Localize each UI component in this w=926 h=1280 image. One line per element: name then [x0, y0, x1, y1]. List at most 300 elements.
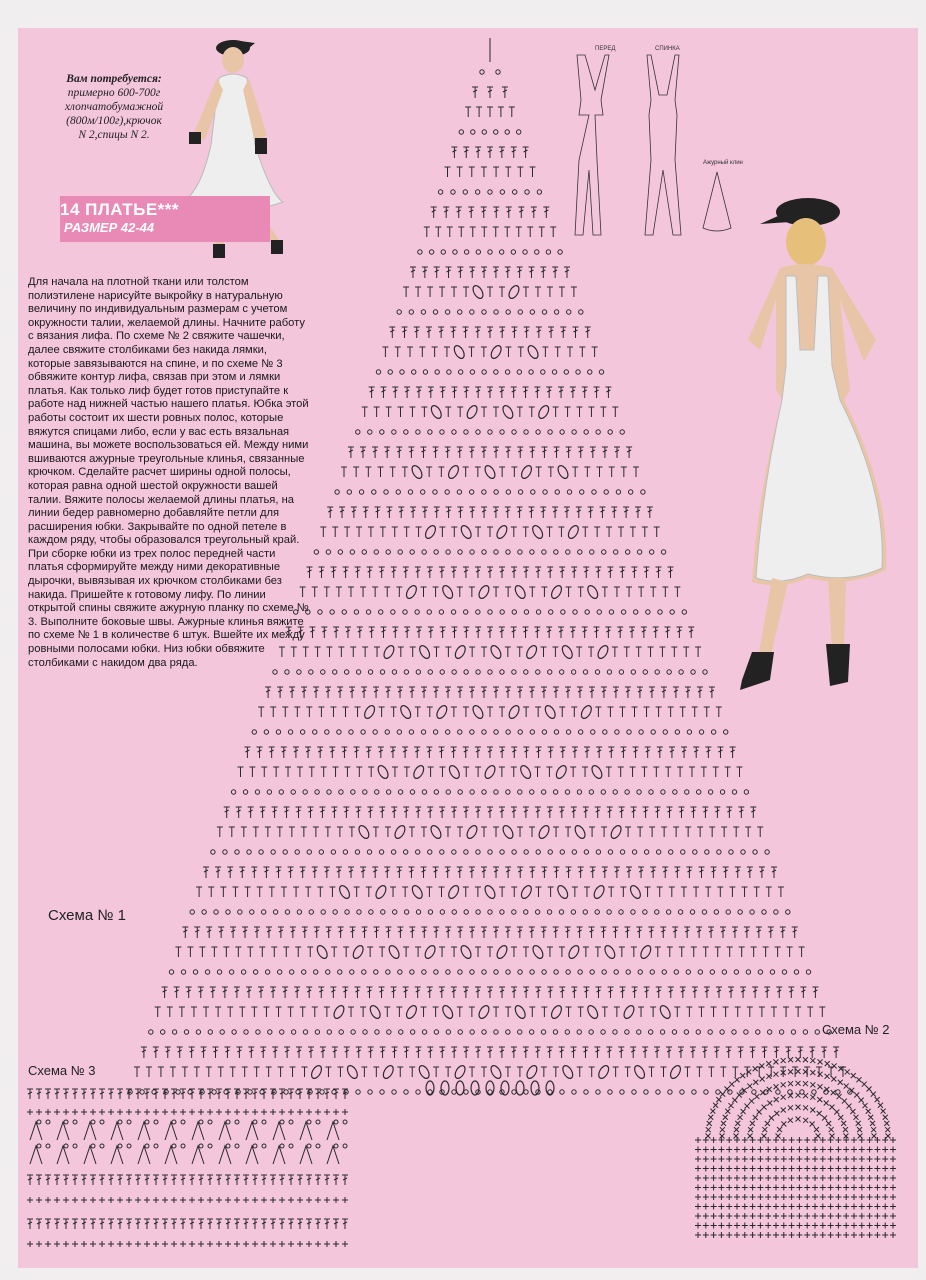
chain-stitch-symbol	[181, 1120, 185, 1124]
sc-stitch-symbol	[757, 1194, 763, 1200]
treble-stitch-symbol	[601, 927, 607, 938]
chain-stitch-symbol	[226, 1120, 230, 1124]
sc-stitch-symbol	[762, 1105, 767, 1110]
treble-stitch-symbol	[391, 987, 397, 998]
sc-stitch-symbol	[774, 1097, 779, 1102]
dc-stitch-symbol	[329, 887, 335, 897]
chain-stitch-symbol	[494, 310, 498, 314]
chain-stitch-symbol	[554, 550, 558, 554]
dc-stitch-symbol	[727, 947, 733, 957]
dc-stitch-symbol	[602, 1007, 608, 1017]
treble-stitch-symbol	[90, 1219, 96, 1229]
chain-stitch-symbol	[244, 1030, 248, 1034]
treble-stitch-symbol	[505, 687, 511, 698]
leaf-cluster-symbol	[435, 704, 449, 720]
treble-stitch-symbol	[534, 387, 540, 398]
chain-stitch-symbol	[429, 250, 433, 254]
dc-stitch-symbol	[509, 107, 515, 117]
chain-stitch-symbol	[506, 490, 510, 494]
treble-stitch-symbol	[135, 1089, 141, 1099]
chain-stitch-symbol	[307, 850, 311, 854]
treble-stitch-symbol	[812, 987, 818, 998]
treble-stitch-symbol	[548, 327, 554, 338]
chain-stitch-symbol	[549, 610, 553, 614]
sc-stitch-symbol	[695, 1223, 701, 1229]
chain-stitch-symbol	[464, 610, 468, 614]
sc-stitch-symbol	[788, 1057, 793, 1062]
treble-stitch-symbol	[499, 387, 505, 398]
chain-stitch-symbol	[596, 430, 600, 434]
sc-stitch-symbol	[835, 1137, 841, 1143]
chain-stitch-symbol	[291, 1030, 295, 1034]
dc-stitch-symbol	[419, 347, 425, 357]
treble-stitch-symbol	[90, 1089, 96, 1099]
treble-stitch-symbol	[278, 927, 284, 938]
treble-stitch-symbol	[446, 507, 452, 518]
chain-stitch-symbol	[714, 910, 718, 914]
chain-stitch-symbol	[262, 1144, 266, 1148]
chain-stitch-symbol	[421, 490, 425, 494]
treble-stitch-symbol	[288, 1089, 294, 1099]
sc-stitch-symbol	[804, 1204, 810, 1210]
treble-stitch-symbol	[171, 1175, 177, 1185]
treble-stitch-symbol	[546, 627, 552, 638]
treble-stitch-symbol	[286, 627, 292, 638]
sc-stitch-symbol	[828, 1213, 834, 1219]
leaf-cluster-symbol	[453, 644, 467, 660]
treble-stitch-symbol	[657, 747, 663, 758]
sc-stitch-symbol	[803, 1118, 808, 1123]
sc-stitch-symbol	[90, 1197, 96, 1203]
chain-stitch-symbol	[765, 850, 769, 854]
sc-stitch-symbol	[748, 1127, 753, 1132]
sc-stitch-symbol	[867, 1232, 873, 1238]
treble-stitch-symbol	[225, 1175, 231, 1185]
sc-stitch-symbol	[804, 1194, 810, 1200]
sc-stitch-symbol	[742, 1223, 748, 1229]
chain-stitch-symbol	[337, 730, 341, 734]
sc-stitch-symbol	[803, 1057, 808, 1062]
sc-stitch-symbol	[742, 1137, 748, 1143]
dc-stitch-symbol	[655, 947, 661, 957]
chain-stitch-symbol	[433, 310, 437, 314]
treble-stitch-symbol	[612, 927, 618, 938]
treble-stitch-symbol	[771, 867, 777, 878]
sc-stitch-symbol	[767, 1087, 772, 1092]
treble-stitch-symbol	[450, 327, 456, 338]
materials-line: примерно 600-700г	[67, 87, 161, 99]
treble-stitch-symbol	[582, 1047, 588, 1058]
chain-stitch-symbol	[428, 670, 432, 674]
dc-stitch-symbol	[689, 767, 695, 777]
chain-stitch-symbol	[512, 910, 516, 914]
treble-stitch-symbol	[342, 1175, 348, 1185]
chain-stitch-symbol	[458, 370, 462, 374]
sc-stitch-symbol	[874, 1147, 880, 1153]
chain-stitch-symbol	[416, 850, 420, 854]
chain-stitch-symbol	[470, 790, 474, 794]
fan-stitch-symbol	[300, 1146, 312, 1164]
treble-stitch-symbol	[409, 687, 415, 698]
treble-stitch-symbol	[210, 987, 216, 998]
chain-stitch-symbol	[613, 790, 617, 794]
dc-stitch-symbol	[511, 947, 517, 957]
chain-stitch-symbol	[446, 970, 450, 974]
sc-stitch-symbol	[843, 1156, 849, 1162]
sc-stitch-symbol	[153, 1241, 159, 1247]
dc-stitch-symbol	[366, 887, 372, 897]
sc-stitch-symbol	[162, 1241, 168, 1247]
chain-stitch-symbol	[518, 550, 522, 554]
chain-stitch-symbol	[517, 370, 521, 374]
chain-stitch-symbol	[753, 850, 757, 854]
chain-stitch-symbol	[646, 610, 650, 614]
chain-stitch-symbol	[607, 670, 611, 674]
treble-stitch-symbol	[619, 567, 625, 578]
dc-stitch-symbol	[535, 287, 541, 297]
treble-stitch-symbol	[511, 627, 517, 638]
chain-stitch-symbol	[482, 370, 486, 374]
treble-stitch-symbol	[366, 987, 372, 998]
dc-stitch-symbol	[481, 407, 487, 417]
chain-stitch-symbol	[596, 1090, 600, 1094]
dc-stitch-symbol	[402, 467, 408, 477]
chain-stitch-symbol	[452, 910, 456, 914]
sc-stitch-symbol	[803, 1081, 808, 1086]
sc-stitch-symbol	[843, 1127, 848, 1132]
chain-stitch-symbol	[327, 790, 331, 794]
dc-stitch-symbol	[733, 827, 739, 837]
sc-stitch-symbol	[828, 1223, 834, 1229]
chain-stitch-symbol	[388, 370, 392, 374]
dc-stitch-symbol	[278, 1067, 284, 1077]
chain-stitch-symbol	[289, 1120, 293, 1124]
treble-stitch-symbol	[415, 1047, 421, 1058]
sc-stitch-symbol	[306, 1197, 312, 1203]
treble-stitch-symbol	[505, 927, 511, 938]
dc-stitch-symbol	[541, 647, 547, 657]
treble-stitch-symbol	[363, 507, 369, 518]
dc-stitch-symbol	[458, 227, 464, 237]
treble-stitch-symbol	[144, 1175, 150, 1185]
sc-stitch-symbol	[781, 1213, 787, 1219]
chain-stitch-symbol	[720, 1030, 724, 1034]
dc-stitch-symbol	[558, 527, 564, 537]
treble-stitch-symbol	[635, 507, 641, 518]
dc-stitch-symbol	[487, 707, 493, 717]
treble-stitch-symbol	[198, 987, 204, 998]
sc-stitch-symbol	[826, 1121, 831, 1126]
chain-stitch-symbol	[349, 730, 353, 734]
sc-stitch-symbol	[732, 1098, 737, 1103]
chain-stitch-symbol	[567, 490, 571, 494]
treble-stitch-symbol	[360, 867, 366, 878]
treble-stitch-symbol	[126, 1089, 132, 1099]
sc-stitch-symbol	[297, 1109, 303, 1115]
sc-stitch-symbol	[829, 1105, 834, 1110]
chain-stitch-symbol	[696, 1030, 700, 1034]
leaf-cluster-symbol	[447, 884, 461, 900]
treble-stitch-symbol	[445, 867, 451, 878]
dc-stitch-symbol	[380, 527, 386, 537]
chain-stitch-symbol	[302, 970, 306, 974]
chain-stitch-symbol	[488, 850, 492, 854]
treble-stitch-symbol	[481, 687, 487, 698]
treble-stitch-symbol	[431, 207, 437, 218]
treble-stitch-symbol	[216, 1219, 222, 1229]
treble-stitch-symbol	[224, 1047, 230, 1058]
dc-stitch-symbol	[288, 1007, 294, 1017]
treble-stitch-symbol	[325, 687, 331, 698]
chain-stitch-symbol	[513, 190, 517, 194]
leaf-cluster-symbol	[393, 824, 407, 840]
dc-stitch-symbol	[654, 527, 660, 537]
sc-stitch-symbol	[757, 1223, 763, 1229]
sc-stitch-symbol	[843, 1175, 849, 1181]
chain-stitch-symbol	[356, 430, 360, 434]
chain-stitch-symbol	[368, 1090, 372, 1094]
sc-stitch-symbol	[804, 1166, 810, 1172]
leaf-cluster-symbol	[507, 704, 521, 720]
dc-stitch-symbol	[669, 887, 675, 897]
treble-stitch-symbol	[714, 807, 720, 818]
sc-stitch-symbol	[886, 1134, 891, 1139]
treble-stitch-symbol	[378, 747, 384, 758]
treble-stitch-symbol	[446, 267, 452, 278]
dc-stitch-symbol	[397, 1067, 403, 1077]
dc-stitch-symbol	[695, 647, 701, 657]
chain-stitch-symbol	[398, 970, 402, 974]
treble-stitch-symbol	[764, 987, 770, 998]
sc-stitch-symbol	[766, 1061, 771, 1066]
sc-stitch-symbol	[711, 1147, 717, 1153]
chain-stitch-symbol	[37, 1144, 41, 1148]
treble-stitch-symbol	[422, 507, 428, 518]
chain-stitch-symbol	[314, 970, 318, 974]
treble-stitch-symbol	[108, 1089, 114, 1099]
leaf-cluster-symbol	[345, 1064, 359, 1080]
sc-stitch-symbol	[781, 1175, 787, 1181]
chain-stitch-symbol	[577, 790, 581, 794]
sc-stitch-symbol	[796, 1213, 802, 1219]
dc-stitch-symbol	[469, 347, 475, 357]
sc-stitch-symbol	[789, 1204, 795, 1210]
treble-stitch-symbol	[203, 867, 209, 878]
dc-stitch-symbol	[289, 827, 295, 837]
dc-stitch-symbol	[763, 947, 769, 957]
dc-stitch-symbol	[704, 707, 710, 717]
treble-stitch-symbol	[331, 807, 337, 818]
sc-stitch-symbol	[781, 1166, 787, 1172]
dc-stitch-symbol	[155, 1007, 161, 1017]
treble-stitch-symbol	[369, 627, 375, 638]
sc-stitch-symbol	[742, 1088, 747, 1093]
treble-stitch-symbol	[243, 1175, 249, 1185]
chain-stitch-symbol	[530, 310, 534, 314]
dc-stitch-symbol	[475, 947, 481, 957]
chain-stitch-symbol	[100, 1144, 104, 1148]
chain-stitch-symbol	[543, 490, 547, 494]
sc-stitch-symbol	[851, 1185, 857, 1191]
treble-stitch-symbol	[523, 807, 529, 818]
leaf-cluster-symbol	[596, 644, 610, 660]
dc-stitch-symbol	[550, 227, 556, 237]
chain-stitch-symbol	[614, 970, 618, 974]
leaf-cluster-symbol	[507, 284, 521, 300]
treble-stitch-symbol	[547, 807, 553, 818]
dc-stitch-symbol	[167, 1007, 173, 1017]
dc-stitch-symbol	[498, 107, 504, 117]
treble-stitch-symbol	[642, 1047, 648, 1058]
chain-stitch-symbol	[418, 250, 422, 254]
leaf-cluster-symbol	[363, 704, 377, 720]
chain-stitch-symbol	[334, 1144, 338, 1148]
chain-stitch-symbol	[649, 790, 653, 794]
treble-stitch-symbol	[623, 507, 629, 518]
dc-stitch-symbol	[584, 887, 590, 897]
dc-stitch-symbol	[341, 467, 347, 477]
dc-stitch-symbol	[517, 827, 523, 837]
dc-stitch-symbol	[511, 767, 517, 777]
treble-stitch-symbol	[317, 747, 323, 758]
treble-stitch-symbol	[36, 1089, 42, 1099]
sc-stitch-symbol	[804, 1175, 810, 1181]
treble-stitch-symbol	[650, 867, 656, 878]
chain-stitch-symbol	[416, 670, 420, 674]
sc-stitch-symbol	[789, 1223, 795, 1229]
sc-stitch-symbol	[703, 1147, 709, 1153]
treble-stitch-symbol	[589, 687, 595, 698]
treble-stitch-symbol	[349, 687, 355, 698]
dc-stitch-symbol	[374, 407, 380, 417]
sc-stitch-symbol	[707, 1121, 712, 1126]
treble-stitch-symbol	[314, 927, 320, 938]
sc-stitch-symbol	[874, 1213, 880, 1219]
chain-stitch-symbol	[512, 850, 516, 854]
sc-stitch-symbol	[796, 1117, 801, 1122]
sc-stitch-symbol	[849, 1088, 854, 1093]
treble-stitch-symbol	[252, 1089, 258, 1099]
leaf-cluster-symbol	[410, 884, 424, 900]
treble-stitch-symbol	[493, 867, 499, 878]
chain-stitch-symbol	[555, 490, 559, 494]
leaf-cluster-symbol	[412, 764, 426, 780]
sc-stitch-symbol	[851, 1166, 857, 1172]
treble-stitch-symbol	[201, 1047, 207, 1058]
chain-stitch-symbol	[767, 1030, 771, 1034]
chain-stitch-symbol	[469, 490, 473, 494]
treble-stitch-symbol	[207, 1089, 213, 1099]
dc-stitch-symbol	[302, 1067, 308, 1077]
dc-stitch-symbol	[618, 767, 624, 777]
chain-stitch-symbol	[229, 970, 233, 974]
treble-stitch-symbol	[661, 687, 667, 698]
dc-stitch-symbol	[315, 647, 321, 657]
chain-stitch-symbol	[451, 190, 455, 194]
chain-stitch-symbol	[202, 910, 206, 914]
treble-stitch-symbol	[457, 927, 463, 938]
treble-stitch-symbol	[415, 567, 421, 578]
chain-stitch-symbol	[672, 1030, 676, 1034]
dc-stitch-symbol	[595, 707, 601, 717]
chain-stitch-symbol	[583, 910, 587, 914]
dc-stitch-symbol	[725, 767, 731, 777]
chain-stitch-symbol	[620, 1090, 624, 1094]
chain-stitch-symbol	[428, 910, 432, 914]
chain-stitch-symbol	[73, 1120, 77, 1124]
chain-stitch-symbol	[347, 490, 351, 494]
chain-stitch-symbol	[363, 790, 367, 794]
treble-stitch-symbol	[189, 1089, 195, 1099]
chain-stitch-symbol	[363, 1030, 367, 1034]
chain-stitch-symbol	[590, 550, 594, 554]
treble-stitch-symbol	[541, 447, 547, 458]
treble-stitch-symbol	[571, 807, 577, 818]
chain-stitch-symbol	[464, 250, 468, 254]
sc-stitch-symbol	[243, 1109, 249, 1115]
sc-stitch-symbol	[135, 1197, 141, 1203]
treble-stitch-symbol	[420, 447, 426, 458]
dc-stitch-symbol	[548, 887, 554, 897]
treble-stitch-symbol	[469, 867, 475, 878]
dc-stitch-symbol	[518, 347, 524, 357]
chain-stitch-symbol	[458, 790, 462, 794]
dc-stitch-symbol	[445, 1067, 451, 1077]
chain-stitch-symbol	[641, 490, 645, 494]
chain-stitch-symbol	[480, 70, 484, 74]
sc-stitch-symbol	[207, 1241, 213, 1247]
chain-stitch-symbol	[464, 1090, 468, 1094]
dc-stitch-symbol	[196, 887, 202, 897]
chain-stitch-symbol	[416, 430, 420, 434]
treble-stitch-symbol	[324, 1089, 330, 1099]
treble-stitch-symbol	[641, 627, 647, 638]
treble-stitch-symbol	[260, 1047, 266, 1058]
sc-stitch-symbol	[742, 1232, 748, 1238]
dc-stitch-symbol	[385, 827, 391, 837]
sc-stitch-symbol	[734, 1213, 740, 1219]
chain-stitch-symbol	[494, 370, 498, 374]
chain-stitch-symbol	[620, 430, 624, 434]
dc-stitch-symbol	[505, 587, 511, 597]
dc-stitch-symbol	[589, 827, 595, 837]
treble-stitch-symbol	[360, 447, 366, 458]
sc-stitch-symbol	[726, 1194, 732, 1200]
dc-stitch-symbol	[739, 947, 745, 957]
dc-stitch-symbol	[516, 227, 522, 237]
leaf-cluster-symbol	[639, 944, 653, 960]
treble-stitch-symbol	[487, 387, 493, 398]
sc-stitch-symbol	[867, 1204, 873, 1210]
chain-stitch-symbol	[564, 370, 568, 374]
treble-stitch-symbol	[392, 627, 398, 638]
sc-stitch-symbol	[851, 1213, 857, 1219]
treble-stitch-symbol	[386, 507, 392, 518]
treble-stitch-symbol	[207, 1219, 213, 1229]
treble-stitch-symbol	[306, 1089, 312, 1099]
dc-stitch-symbol	[279, 647, 285, 657]
chain-stitch-symbol	[359, 490, 363, 494]
chain-stitch-symbol	[421, 730, 425, 734]
chain-stitch-symbol	[609, 610, 613, 614]
dc-stitch-symbol	[583, 947, 589, 957]
treble-stitch-symbol	[45, 1089, 51, 1099]
dc-stitch-symbol	[321, 767, 327, 777]
treble-stitch-symbol	[523, 987, 529, 998]
sc-stitch-symbol	[742, 1156, 748, 1162]
sc-stitch-symbol	[859, 1213, 865, 1219]
sc-stitch-symbol	[804, 1223, 810, 1229]
